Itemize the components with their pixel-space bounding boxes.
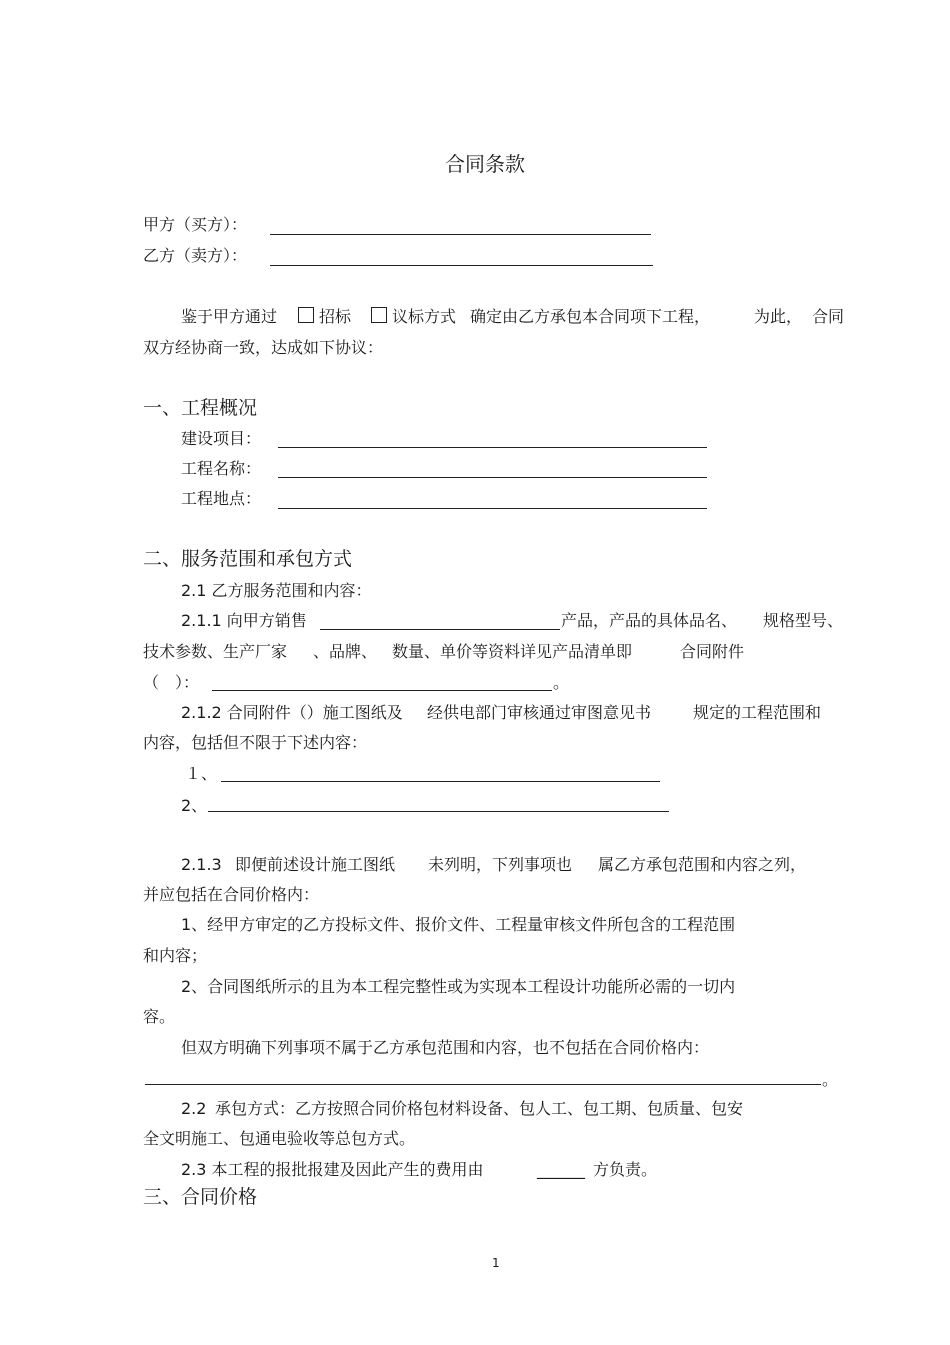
clause-2-1-2-text-a: 2.1.2 合同附件（）施工图纸及: [181, 703, 403, 722]
exclusion-text: 但双方明确下列事项不属于乙方承包范围和内容，也不包括在合同价格内：: [181, 1038, 710, 1057]
intro-text-4: 合同: [812, 307, 845, 326]
party-b-label: 乙方（卖方）：: [143, 246, 248, 265]
project-location-field[interactable]: [278, 508, 707, 509]
scope-item-2-field[interactable]: [208, 811, 669, 812]
party-b-field[interactable]: [270, 265, 653, 266]
negotiation-option-label: 议标方式: [392, 307, 457, 326]
clause-2-1-3-text-c: 未列明，下列事项也: [428, 855, 573, 874]
tender-checkbox[interactable]: [298, 307, 314, 323]
clause-2-1: 2.1 乙方服务范围和内容：: [181, 581, 372, 600]
clause-2-1-1-line2-b: 、品牌、: [313, 642, 378, 661]
attachment-number-label: （ ）：: [143, 673, 200, 692]
scope-item-1-label: １、: [185, 764, 218, 783]
intro-text-2: 确定由乙方承包本合同项下工程，: [470, 307, 711, 326]
intro-text-1: 鉴于甲方通过: [181, 307, 278, 326]
product-field[interactable]: [320, 629, 560, 630]
exclusion-line-end: 。: [822, 1070, 839, 1089]
intro-line-2: 双方经协商一致，达成如下协议：: [143, 338, 384, 357]
project-field[interactable]: [278, 447, 707, 448]
clause-2-1-2-text-b: 经供电部门审核通过审图意见书: [427, 703, 652, 722]
attachment-line-end: 。: [553, 673, 570, 692]
clause-2-1-1-line2-c: 数量、单价等资料详见产品清单即: [392, 642, 633, 661]
clause-2-1-1-line2-a: 技术参数、生产厂家: [143, 642, 288, 661]
clause-2-3-text-a: 2.3 本工程的报批报建及因此产生的费用由: [181, 1160, 484, 1179]
clause-2-1-1-text-b: 产品，产品的具体品名、: [561, 611, 738, 630]
project-name-label: 工程名称：: [181, 459, 262, 478]
clause-2-3-text-c: 方负责。: [593, 1160, 658, 1179]
clause-2-1-1: 2.1.1 向甲方销售: [181, 611, 307, 630]
clause-2-1-3-number: 2.1.3: [181, 855, 222, 874]
project-label: 建设项目：: [181, 429, 262, 448]
clause-2-2-text: 承包方式：乙方按照合同价格包材料设备、包人工、包工期、包质量、包安: [215, 1099, 744, 1118]
scope-item-2-label: 2、: [181, 796, 208, 815]
responsible-party-field[interactable]: ______: [537, 1160, 585, 1179]
attachment-field[interactable]: [212, 690, 552, 691]
party-a-label: 甲方（买方）：: [143, 215, 248, 234]
project-location-label: 工程地点：: [181, 489, 262, 508]
page-number: 1: [492, 1256, 500, 1270]
party-a-field[interactable]: [270, 234, 651, 235]
clause-2-2-number: 2.2: [181, 1099, 207, 1118]
project-name-field[interactable]: [278, 477, 707, 478]
document-title: 合同条款: [445, 152, 525, 176]
section-1-heading: 一、工程概况: [143, 397, 258, 419]
inclusion-1-line1: 1、经甲方审定的乙方投标文件、报价文件、工程量审核文件所包含的工程范围: [181, 915, 736, 934]
clause-2-1-1-text-c: 规格型号、: [763, 611, 844, 630]
clause-2-1-2-line2: 内容，包括但不限于下述内容：: [143, 733, 368, 752]
inclusion-1-line2: 和内容；: [143, 946, 208, 965]
section-2-heading: 二、服务范围和承包方式: [143, 548, 353, 570]
scope-item-1-field[interactable]: [221, 781, 660, 782]
negotiation-checkbox[interactable]: [371, 307, 387, 323]
intro-text-3: 为此，: [754, 307, 803, 326]
inclusion-2-line1: 2、合同图纸所示的且为本工程完整性或为实现本工程设计功能所必需的一切内: [181, 977, 736, 996]
clause-2-2-line2: 全文明施工、包通电验收等总包方式。: [143, 1129, 416, 1148]
section-3-heading: 三、合同价格: [143, 1186, 258, 1208]
tender-option-label: 招标: [319, 307, 352, 326]
clause-2-1-2-text-c: 规定的工程范围和: [693, 703, 822, 722]
clause-2-1-3-text-b: 即便前述设计施工图纸: [235, 855, 396, 874]
clause-2-1-1-line2-d: 合同附件: [680, 642, 745, 661]
clause-2-1-3-text-d: 属乙方承包范围和内容之列，: [598, 855, 807, 874]
exclusion-field[interactable]: [145, 1084, 821, 1085]
inclusion-2-line2: 容。: [143, 1007, 176, 1026]
clause-2-1-3-line2: 并应包括在合同价格内：: [143, 885, 320, 904]
